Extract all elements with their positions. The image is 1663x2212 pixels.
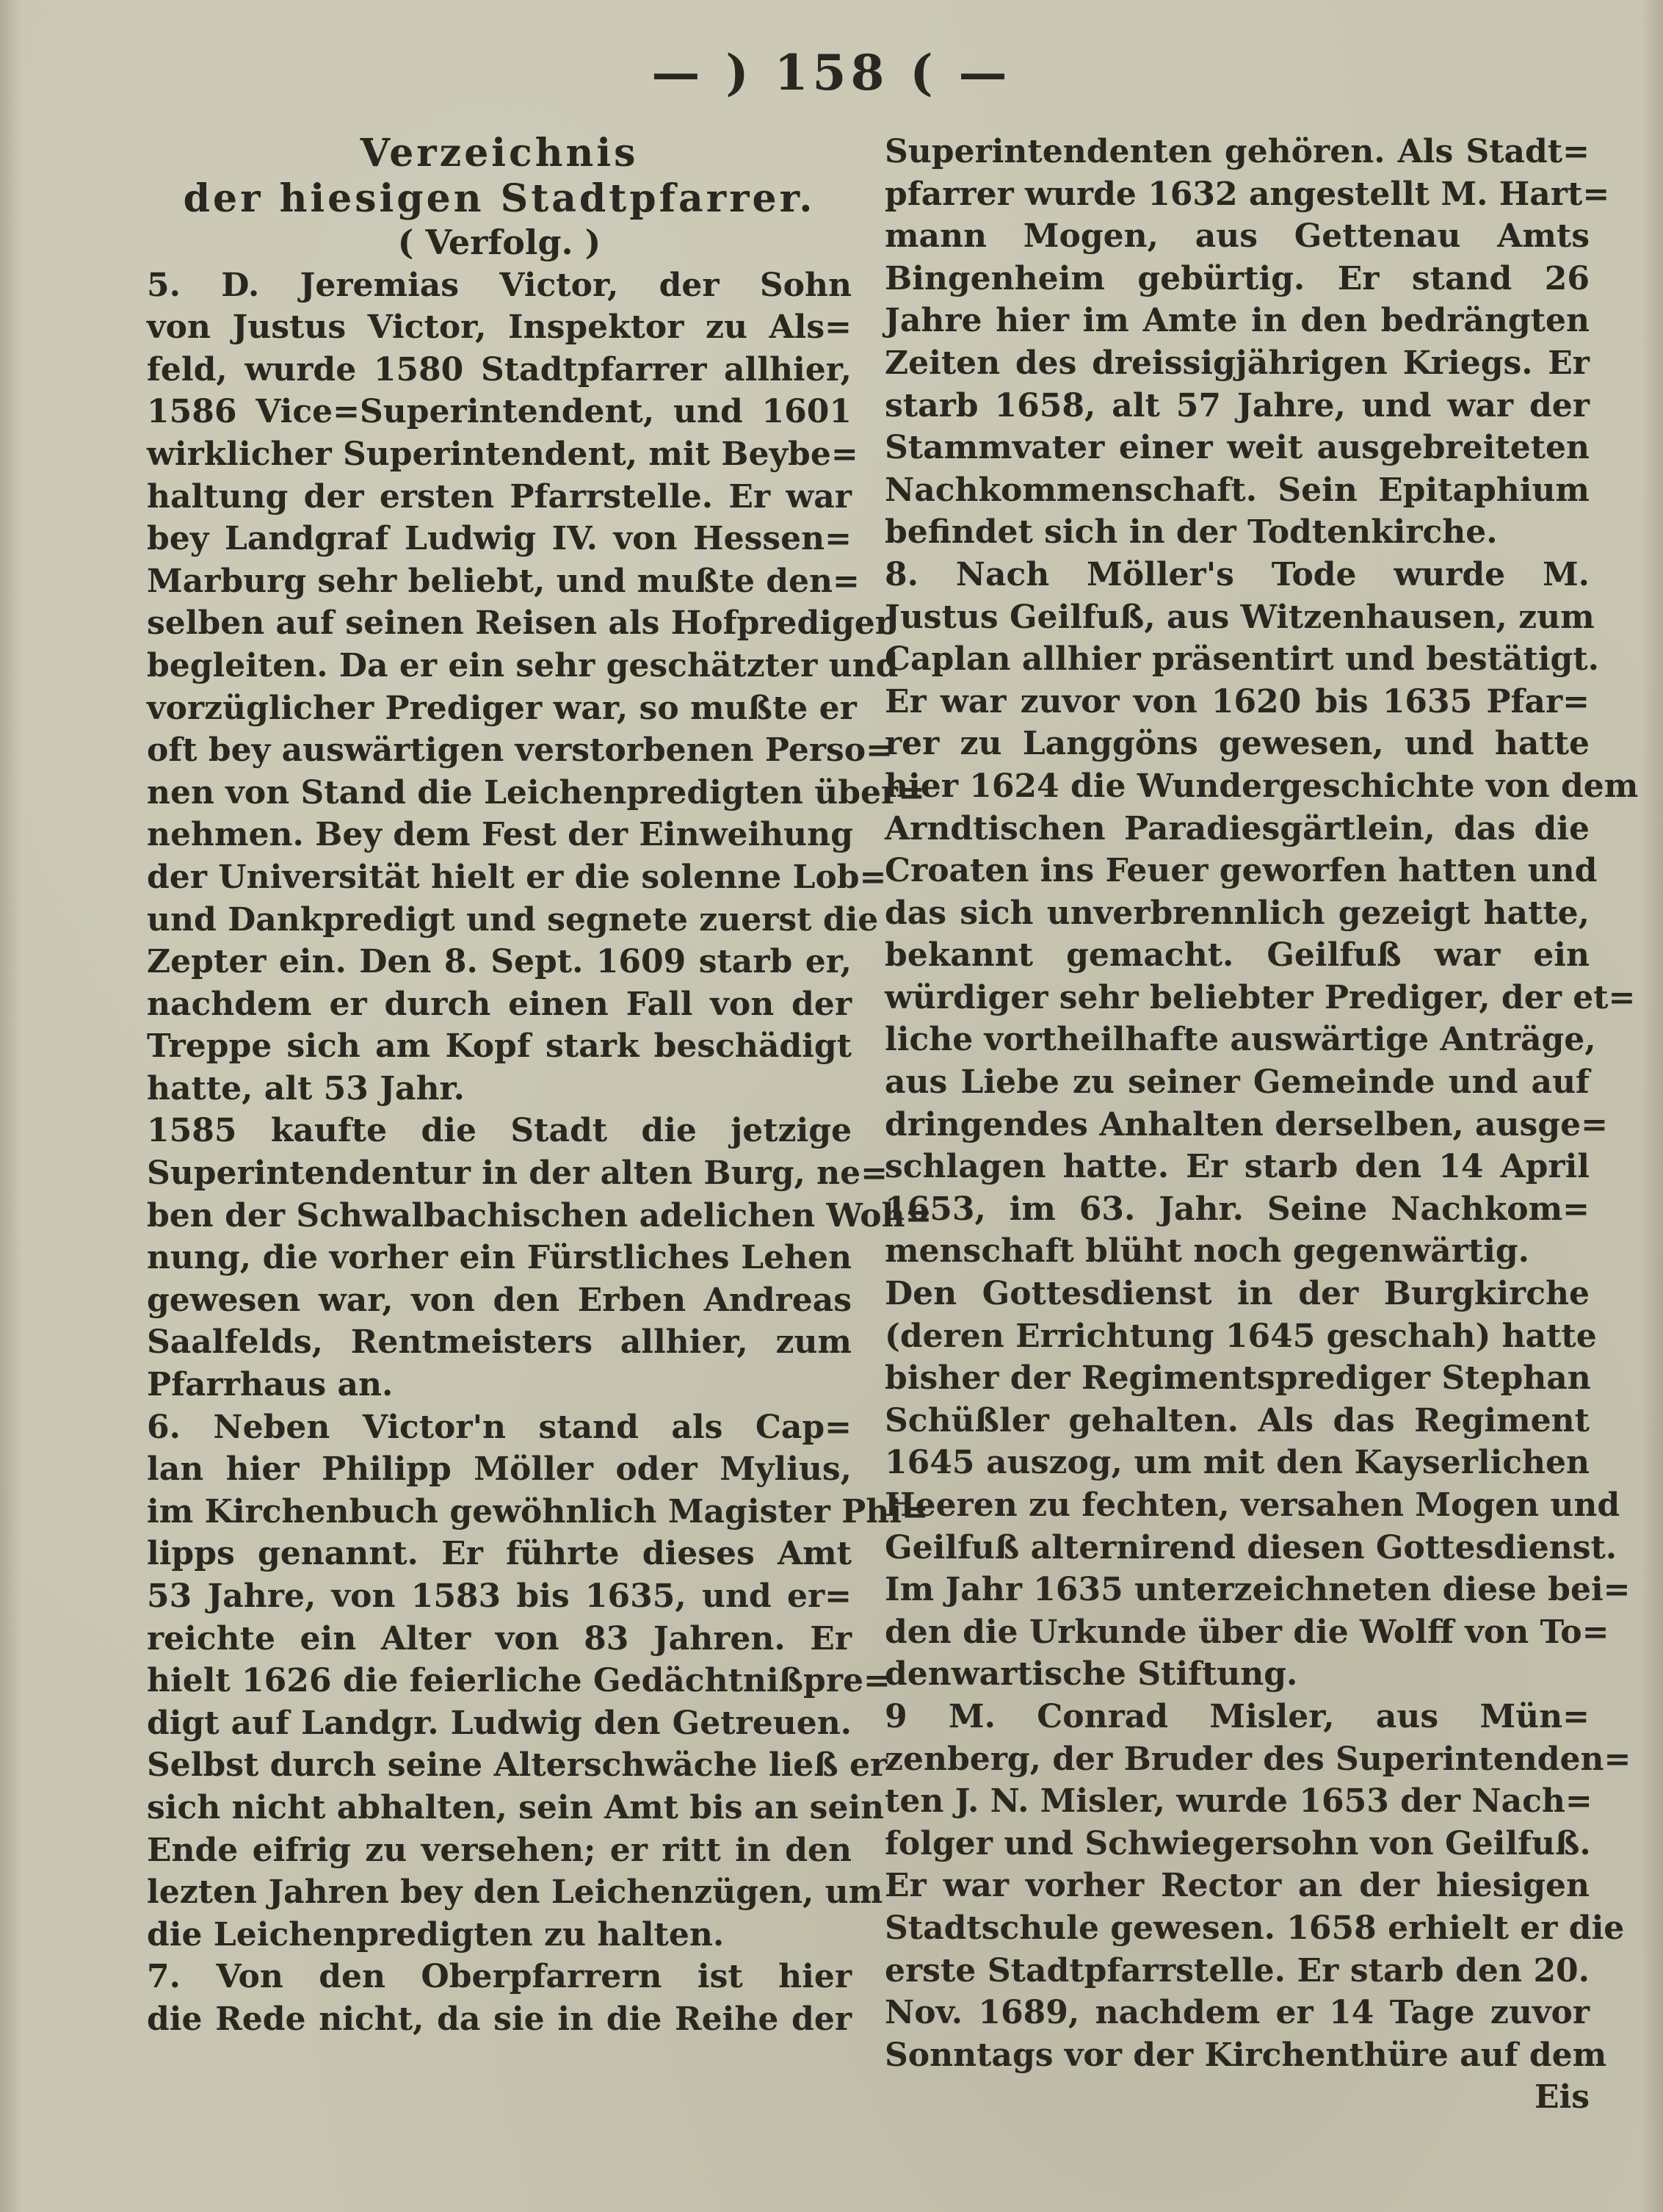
text-line: und Dankpredigt und segnete zuerst die (147, 900, 879, 939)
text-line: Marburg sehr beliebt, und mußte den= (147, 562, 860, 600)
page-number-header: — ) 158 ( — (651, 44, 1012, 101)
text-line: das sich unverbrennlich gezeigt hatte, (885, 894, 1590, 932)
text-line: 1586 Vice=Superintendent, und 1601 (147, 393, 852, 431)
text-line: liche vortheilhafte auswärtige Anträge, (885, 1021, 1596, 1059)
text-line: wirklicher Superintendent, mit Beybe= (147, 435, 858, 473)
text-line: schlagen hatte. Er starb den 14 April (885, 1148, 1590, 1186)
text-line: zenberg, der Bruder des Superintenden= (885, 1740, 1631, 1778)
text-line: Im Jahr 1635 unterzeichneten diese bei= (885, 1571, 1631, 1609)
text-line: (deren Errichtung 1645 geschah) hatte (885, 1317, 1597, 1355)
text-line: 1653, im 63. Jahr. Seine Nachkom= (885, 1190, 1590, 1228)
text-line: Er war vorher Rector an der hiesigen (885, 1867, 1590, 1905)
text-line: Stammvater einer weit ausgebreiteten (885, 429, 1590, 467)
text-line: Zepter ein. Den 8. Sept. 1609 starb er, (147, 943, 852, 981)
text-line: nen von Stand die Leichenpredigten über= (147, 773, 926, 812)
text-line: würdiger sehr beliebter Prediger, der et= (885, 978, 1636, 1016)
text-line: Superintendentur in der alten Burg, ne= (147, 1154, 888, 1193)
text-line: oft bey auswärtigen verstorbenen Perso= (147, 731, 893, 770)
text-line: im Kirchenbuch gewöhnlich Magister Phi= (147, 1492, 929, 1530)
text-line: starb 1658, alt 57 Jahre, und war der (885, 386, 1590, 424)
text-line: hier 1624 die Wundergeschichte von dem (885, 767, 1639, 805)
text-line: Er war zuvor von 1620 bis 1635 Pfar= (885, 682, 1590, 720)
text-line: nehmen. Bey dem Fest der Einweihung (147, 816, 853, 854)
text-line: 9 M. Conrad Misler, aus Mün= (885, 1697, 1590, 1735)
text-line: rer zu Langgöns gewesen, und hatte (885, 725, 1590, 763)
text-line: 1645 auszog, um mit den Kayserlichen (885, 1444, 1590, 1482)
text-line: ten J. N. Misler, wurde 1653 der Nach= (885, 1782, 1593, 1821)
text-line: dringendes Anhalten derselben, ausge= (885, 1105, 1608, 1143)
text-line: Bingenheim gebürtig. Er stand 26 (885, 259, 1590, 297)
text-line: Selbst durch seine Alterschwäche ließ er (147, 1746, 888, 1785)
text-line: bey Landgraf Ludwig IV. von Hessen= (147, 520, 852, 558)
page-edge-shadow-left (0, 0, 22, 2212)
text-line: Nov. 1689, nachdem er 14 Tage zuvor (885, 1994, 1590, 2032)
text-line: feld, wurde 1580 Stadtpfarrer allhier, (147, 350, 852, 388)
text-line: hielt 1626 die feierliche Gedächtnißpre= (147, 1662, 891, 1700)
text-line: 5. D. Jeremias Victor, der Sohn (147, 266, 852, 304)
text-line: 6. Neben Victor'n stand als Cap= (147, 1408, 852, 1446)
text-line: den die Urkunde über die Wolff von To= (885, 1613, 1609, 1651)
text-line: gewesen war, von den Erben Andreas (147, 1281, 852, 1319)
text-line: denwartische Stiftung. (885, 1655, 1298, 1694)
text-line: vorzüglicher Prediger war, so mußte er (147, 689, 857, 727)
text-line: selben auf seinen Reisen als Hofprediger (147, 604, 892, 643)
text-line: lezten Jahren bey den Leichenzügen, um (147, 1873, 883, 1912)
left-text-column (147, 131, 932, 2041)
text-line: begleiten. Da er ein sehr geschätzter und (147, 646, 899, 684)
text-line: lan hier Philipp Möller oder Mylius, (147, 1450, 852, 1489)
section-continuation-note: ( Verfolg. ) (397, 223, 601, 262)
text-line: nachdem er durch einen Fall von der (147, 985, 852, 1023)
text-line: Treppe sich am Kopf stark beschädigt (147, 1027, 852, 1066)
text-line: menschaft blüht noch gegenwärtig. (885, 1232, 1529, 1271)
text-line: lipps genannt. Er führte dieses Amt (147, 1535, 852, 1573)
text-line: Croaten ins Feuer geworfen hatten und (885, 852, 1598, 890)
text-line: Stadtschule gewesen. 1658 erhielt er die (885, 1909, 1625, 1947)
text-line: Justus Geilfuß, aus Witzenhausen, zum (885, 598, 1595, 636)
text-line: reichte ein Alter von 83 Jahren. Er (147, 1619, 852, 1658)
text-line: Jahre hier im Amte in den bedrängten (885, 302, 1590, 340)
text-line: digt auf Landgr. Ludwig den Getreuen. (147, 1704, 852, 1742)
text-line: befindet sich in der Todtenkirche. (885, 513, 1498, 552)
text-line: erste Stadtpfarrstelle. Er starb den 20. (885, 1951, 1590, 1989)
text-line: aus Liebe zu seiner Gemeinde und auf (885, 1063, 1590, 1102)
text-line: die Leichenpredigten zu halten. (147, 1915, 725, 1953)
text-line: Superintendenten gehören. Als Stadt= (885, 133, 1590, 170)
text-line: Pfarrhaus an. (147, 1366, 394, 1404)
text-line: haltung der ersten Pfarrstelle. Er war (147, 477, 852, 516)
text-line: Arndtischen Paradiesgärtlein, das die (885, 809, 1590, 847)
text-line: hatte, alt 53 Jahr. (147, 1069, 465, 1107)
page-edge-shadow-right (1641, 0, 1663, 2212)
text-line: die Rede nicht, da sie in die Reihe der (147, 2000, 852, 2038)
section-title-line-2: der hiesigen Stadtpfarrer. (183, 176, 816, 221)
text-line: 53 Jahre, von 1583 bis 1635, und er= (147, 1577, 852, 1615)
text-line: Ende eifrig zu versehen; er ritt in den (147, 1831, 852, 1869)
text-line: Caplan allhier präsentirt und bestätigt. (885, 640, 1599, 679)
text-line: ben der Schwalbachischen adelichen Woh= (147, 1196, 932, 1235)
text-line: pfarrer wurde 1632 angestellt M. Hart= (885, 175, 1610, 213)
text-line: von Justus Victor, Inspektor zu Als= (147, 308, 852, 347)
text-line: Heeren zu fechten, versahen Mogen und (885, 1486, 1620, 1524)
text-line: 8. Nach Möller's Tode wurde M. (885, 555, 1590, 593)
text-line: mann Mogen, aus Gettenau Amts (885, 217, 1590, 256)
text-line: Den Gottesdienst in der Burgkirche (885, 1275, 1590, 1313)
text-line: nung, die vorher ein Fürstliches Lehen (147, 1239, 852, 1277)
text-line: bekannt gemacht. Geilfuß war ein (885, 936, 1590, 975)
text-line: Nachkommenschaft. Sein Epitaphium (885, 471, 1590, 509)
text-line: Schüßler gehalten. Als das Regiment (885, 1401, 1590, 1439)
text-line: Sonntags vor der Kirchenthüre auf dem (885, 2036, 1607, 2074)
text-line: folger und Schwiegersohn von Geilfuß. (885, 1824, 1591, 1862)
text-line: Geilfuß alternirend diesen Gottesdienst. (885, 1528, 1617, 1566)
text-line: 1585 kaufte die Stadt die jetzige (147, 1112, 852, 1150)
text-line: 7. Von den Oberpfarrern ist hier (147, 1958, 852, 1996)
right-text-column (885, 131, 1639, 2119)
catchword: Eis (1534, 2078, 1590, 2117)
text-line: sich nicht abhalten, sein Amt bis an sein (147, 1788, 885, 1826)
text-line: der Universität hielt er die solenne Lob= (147, 858, 887, 896)
text-line: Zeiten des dreissigjährigen Kriegs. Er (885, 344, 1590, 382)
text-line: Saalfelds, Rentmeisters allhier, zum (147, 1323, 852, 1362)
section-title-line-1: Verzeichnis (360, 131, 639, 176)
text-line: bisher der Regimentsprediger Stephan (885, 1359, 1591, 1398)
